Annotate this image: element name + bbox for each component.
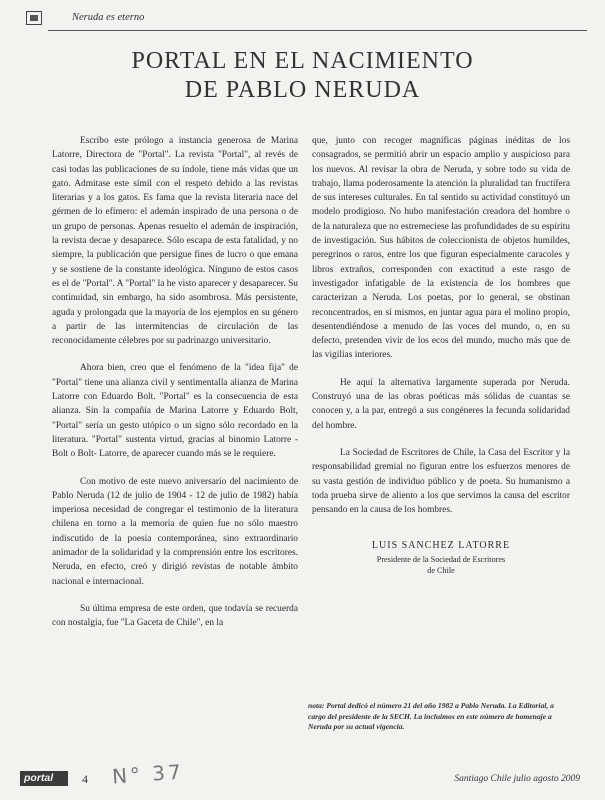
paragraph: Escribo este prólogo a instancia generosa de Marina Latorre, Directora de "Portal". La revista "Portal", al revés de casi todas las publicaciones de su índole, tiene más vidas que un gato. Admitase este símil con el respeto debido a las revistas literarias y a los gatos. Es fama que la revista literaria nace del gérmen de lo efímero: el ademán inspirado de una persona o de un grupo de personas. Apenas resuelto el ademán de inspiración, la revista decae y desaparece. Sólo escapa de esta fatalidad, y no siempre, la publicación que persigue fines de lucro o que emana y se sostiene de la constante ideológica. Ninguno de estos casos es el de "Portal". A "Portal" la he visto aparecer y desaparecer. Su continuidad, sin embargo, ha sido asombrosa. Más persistente, aguda y prolongada que la mayoría de los ejemplos en su género a partir de las intermitencias de circulación de las reconocidamente célebres por su padrinazgo universitario. [52, 136, 298, 347]
right-column [312, 134, 570, 576]
paragraph: He aquí la alternativa largamente superada por Neruda. Construyó una de las obras poéticas más sólidas de cuantas se conocen y, a la par, entregó a sus congéneres la fecunda solidaridad del hombre. [312, 377, 570, 431]
paragraph: Ahora bien, creo que el fenómeno de la "idea fija" de "Portal" tiene una alianza civil y sentimentalla alianza de Marina Latorre con Eduardo Bolt. "Portal" es la consecuencia de esta alianza. Sin la compañía de Marina Latorre y Eduardo Bolt, "Portal" sería un gesto utópico o un signo sólo recordado en la literatura. "Portal" sustenta virtud, gracias al binomio Latorre - Bolt o Bolt- Latorre, de aparecer cuando más se le requiere. [52, 363, 298, 460]
signature-role-line-1: Presidente de la Sociedad de Escritores [376, 554, 506, 564]
footer-place-date: Santiago Chile julio agosto 2009 [454, 774, 580, 784]
left-column [52, 134, 298, 644]
header-rule [48, 30, 587, 31]
article-title-line-1: PORTAL EN EL NACIMIENTO [131, 48, 474, 74]
paragraph: que, junto con recoger magníficas páginas inéditas de los consagrados, se permitió abrir un espacio amplio y auspicioso para los nuevos. Al revisar la obra de Neruda, y sobre todo su vida de trabajo, llama poderosamente la atención la pluralidad tan fructífera de sus intereses culturales. En tal sentido su actividad constituyó un modelo prodigioso. No hubo manifestación creadora del hombre o de la naturaleza que no estremeciese las profundidades de su espíritu de investigación. Sus hábitos de coleccionista de objetos humildes, peregrinos o raros, entre los que figuran especialmente caracoles y libros extraños, corresponden con exactitud a este rasgo de investigador infatigable de la existencia de los hombres que caracterizan a Neruda. Los poetas, por lo general, se obstinan reconcentrados, en sí mismos, en juntar agua para el molino propio, desentendiéndose a menudo de las voces del mundo, o, en su defecto, pretenden vivir de los ecos del mundo, mucho más que de las vigilias interiores. [312, 136, 570, 361]
logo-bracket-icon [66, 771, 74, 786]
signature-role-line-2: de Chile [427, 565, 455, 575]
running-header: Neruda es eterno [72, 12, 145, 23]
signature-name: LUIS SANCHEZ LATORRE [371, 540, 511, 552]
paragraph: Con motivo de este nuevo aniversario del nacimiento de Pablo Neruda (12 de julio de 1904 - 12 de julio de 1982) había imperiosa necesidad de congregar el testimonio de la literatura chilena en torno a la memoria de quien fue no sólo maestro indiscutido de la poesía contemporánea, sino extraordinario animador de la solidaridad y la comprensión entre los escritores. Neruda, en efecto, creó y dirigió revistas de notable ámbito nacional e internacional. [52, 476, 298, 587]
header-square-icon [26, 11, 42, 25]
article-title-line-2: DE PABLO NERUDA [184, 77, 421, 103]
paragraph: Su última empresa de este orden, que todavía se recuerda con nostalgia, fue "La Gaceta de Chile", en la [52, 603, 298, 629]
signature-block [312, 539, 570, 575]
paragraph: La Sociedad de Escritores de Chile, la Casa del Escritor y la responsabilidad gremial no figuran entre los esfuerzos menores de su vasta gestión de individuo público y de poeta. Su humanismo a toda prueba sirve de aliento a los que servimos la causa del escritor pensando en la causa de los hombres. [312, 447, 570, 516]
handwritten-issue-number: N° 37 [111, 759, 185, 789]
page-number: 4 [82, 772, 88, 786]
portal-logo: portal [20, 771, 72, 786]
editorial-note: nota: Portal dedicó el número 21 del año 1982 a Pablo Neruda. La Editorial, a cargo del presidente de la SECH. La incluimos en este número de homenaje a Neruda por su actual vigencia. [308, 701, 554, 732]
